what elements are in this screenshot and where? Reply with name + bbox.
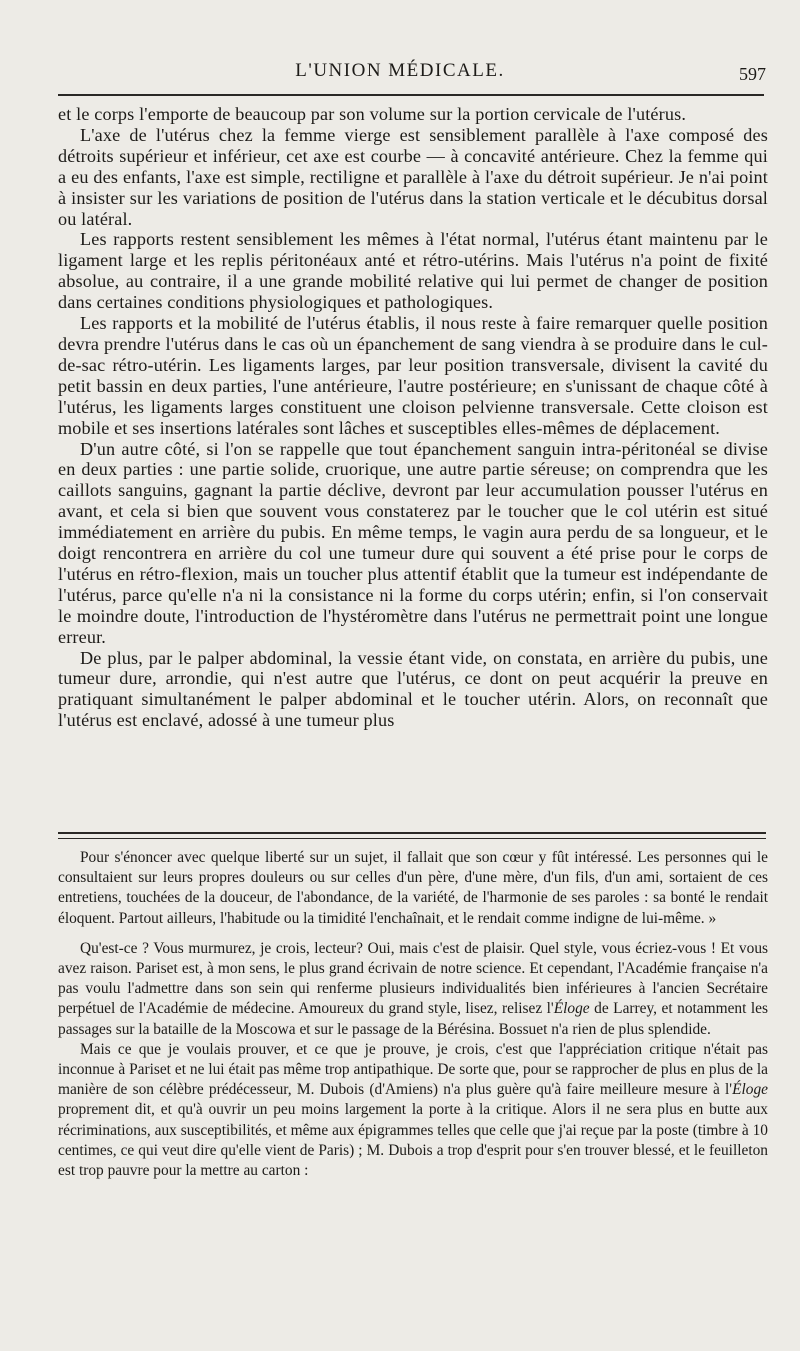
body-paragraph: Les rapports restent sensiblement les mêmes à l'état normal, l'utérus étant maintenu par le ligament large et les replis péritonéaux anté et rétro-utérins. Mais l'utérus n'a point de fixité absolue, au contraire, il a une grande mobilité relative qui lui permet de changer de position dans certaines conditions physiologiques et pathologiques. [58,229,768,313]
feuilleton-text: proprement dit, et qu'à ouvrir un peu moins largement la porte à la critique. Alors il ne sera plus en butte aux récriminations, aux susceptibilités, et même aux épigrammes telles que celle que j'ai reçue par la poste (timbre à 10 centimes, ce qui veut dire qu'elle vient de Paris) ; M. Dubois a trop d'esprit pour s'en trouver blessé, et le feuilleton est trop pauvre pour la mettre au carton : [58,1101,768,1180]
eloge-title: Éloge [553,1000,590,1018]
feuilleton-paragraph [58,939,768,1040]
running-head [0,58,800,88]
body-paragraph: De plus, par le palper abdominal, la vessie étant vide, on constata, en arrière du pubis, une tumeur dure, arrondie, qui n'est autre que l'utérus, ce dont on peut acquérir la preuve en pratiquant simultanément le palper abdominal et le toucher utérin. Alors, on reconnaît que l'utérus est enclavé, adossé à une tumeur plus [58,647,768,731]
feuilleton-text: de Larrey, et notamment les passages sur la bataille de la Moscowa et sur le passage de la Bérésina. Bossuet n'a rien de plus splendide. [58,1000,768,1038]
body-paragraph: et le corps l'emporte de beaucoup par son volume sur la portion cervicale de l'utérus. [58,104,687,124]
feuilleton-paragraph [58,1040,768,1181]
feuilleton-text: Mais ce que je voulais prouver, et ce que je prouve, je crois, c'est que l'appréciation critique n'était pas inconnue à Pariset et ne lui était pas même trop antipathique. De sorte que, pour se rapprocher de plus en plus de la manière de son célèbre prédécesseur, M. Dubois (d'Amiens) n'a plus guère qu'à faire meilleure mesure à l' [58,1040,768,1099]
body-paragraph: L'axe de l'utérus chez la femme vierge est sensiblement parallèle à l'axe composé des détroits supérieur et inférieur, cet axe est courbe — à concavité antérieure. Chez la femme qui a eu des enfants, l'axe est simple, rectiligne et parallèle à l'axe du détroit supérieur. Je n'ai point à insister sur les variations de position de l'utérus dans la station verticale et le décubitus dorsal ou latéral. [58,124,768,229]
article-body [58,104,768,731]
feuilleton-text: Qu'est-ce ? Vous murmurez, je crois, lecteur? Oui, mais c'est de plaisir. Quel style, vous écriez-vous ! Et vous avez raison. Pariset est, à mon sens, le plus grand écrivain de notre science. Et cependant, l'Académie française n'a pas voulu l'admettre dans son sein qui renferme plusieurs individualités bien inférieures à l'ancien Secrétaire perpétuel de l'Académie de médecine. Amoureux du grand style, lisez, relisez l' [58,939,768,1018]
feuilleton-paragraph: Pour s'énoncer avec quelque liberté sur un sujet, il fallait que son cœur y fût intéressé. Les personnes qui le consultaient sur leurs propres douleurs ou sur celles d'un père, d'une mère, d'un fils, d'un ami, sortaient de ces entretiens, touchées de la douceur, de l'abondance, de la variété, de l'harmonie de ses paroles : sa bonté le rendait éloquent. Partout ailleurs, l'habitude ou la timidité l'enchaînait, et le rendait comme indigne de lui-même. » [58,849,768,927]
body-paragraph: D'un autre côté, si l'on se rappelle que tout épanchement sanguin intra-péritonéal se divise en deux parties : une partie solide, cruorique, une autre partie séreuse; on comprendra que les caillots sanguins, gagnant la partie déclive, devront par leur accumulation pousser l'utérus en avant, et cela si bien que souvent vous constaterez par le toucher que le col utérin est situé immédiatement en arrière du pubis. En même temps, le vagin aura perdu de sa longueur, et le doigt rencontrera en arrière du col une tumeur dure qui souvent a été prise pour le corps de l'utérus en rétro-flexion, mais un toucher plus attentif établit que la tumeur est indépendante de l'utérus, parce qu'elle n'a ni la consistance ni la forme du corps utérin; enfin, si l'on conservait le moindre doute, l'introduction de l'hystéromètre dans l'utérus ne permettrait point une longue erreur. [58,438,768,647]
feuilleton [58,848,768,1181]
page-number: 597 [739,64,766,84]
header-rule [58,94,764,96]
journal-title: L'UNION MÉDICALE. [295,60,505,81]
feuilleton-separator [58,832,766,839]
body-paragraph: Les rapports et la mobilité de l'utérus établis, il nous reste à faire remarquer quelle position devra prendre l'utérus dans le cas où un épanchement de sang viendra à se produire dans le cul-de-sac rétro-utérin. Les ligaments larges, par leur position transversale, divisent la cavité du petit bassin en deux parties, l'une antérieure, l'autre postérieure; en s'unissant de chaque côté à l'utérus, les ligaments larges constituent une cloison pelvienne transversale. Cette cloison est mobile et ses insertions latérales sont lâches et susceptibles elles-mêmes de déplacement. [58,313,768,438]
eloge-title: Éloge [732,1081,768,1099]
